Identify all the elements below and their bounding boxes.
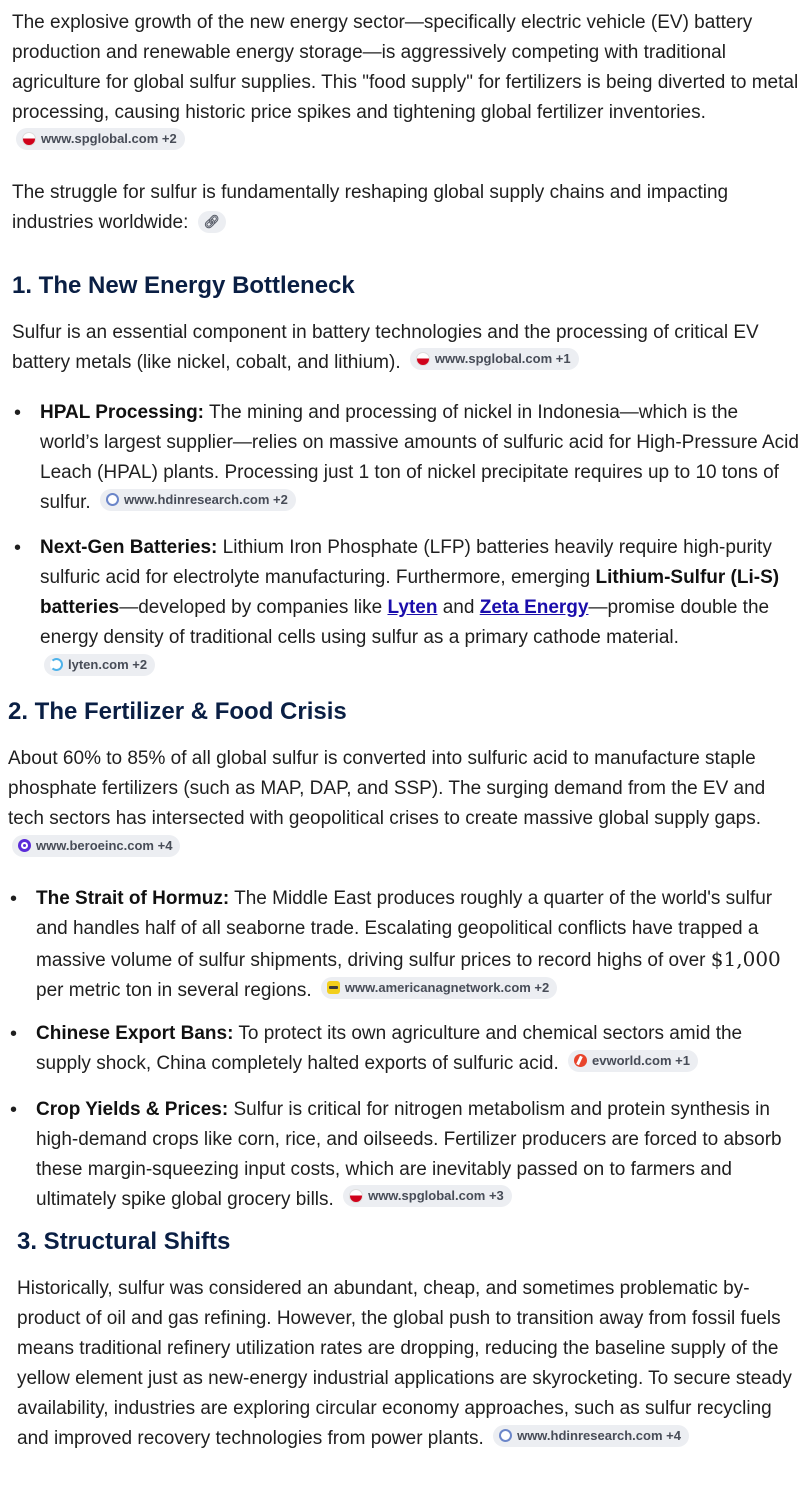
- link-chip[interactable]: [198, 211, 227, 233]
- section3-paragraph: Historically, sulfur was considered an abundant, cheap, and sometimes problematic by-product of oil and gas refining. However, the global push to transition away from fossil fuels means traditional refinery utilization rates are dropping, reducing the baseline supply of the yellow element just as new-energy industrial applications are skyrocketing. To secure steady availability, industries are exploring circular economy approaches, such as sulfur recycling and improved recovery technologies from power plants. www.hdinresearch.com +4: [17, 1278, 792, 1449]
- source-chip-lyten[interactable]: lyten.com +2: [44, 654, 155, 676]
- spglobal-favicon-icon: [349, 1189, 363, 1203]
- source-chip-evworld[interactable]: evworld.com +1: [568, 1050, 698, 1072]
- source-chip-spglobal[interactable]: www.spglobal.com +1: [410, 348, 579, 370]
- section1-intro: Sulfur is an essential component in battery technologies and the processing of critical EV battery metals (like nickel, cobalt, and lithium). www.spglobal.com +1: [12, 322, 759, 373]
- spglobal-favicon-icon: [22, 132, 36, 146]
- list-item-hpal: • HPAL Processing: The mining and processing of nickel in Indonesia—which is the world’s largest supplier—relies on massive amounts of sulfuric acid for High-Pressure Acid Leach (HPAL) plants. Processing just 1 ton of nickel precipitate requires up to 10 tons of sulfur. www.hdinresearch.com +2: [40, 398, 800, 518]
- list-item-crop-yields: • Crop Yields & Prices: Sulfur is critical for nitrogen metabolism and protein synthesis in high-demand crops like corn, rice, and oilseeds. Fertilizer producers are forced to absorb these margin-squeezing input costs, which are inevitably passed on to farmers and ultimately spike global grocery bills. www.spglobal.com +3: [36, 1095, 798, 1215]
- spglobal-favicon-icon: [416, 352, 430, 366]
- source-chip-spglobal[interactable]: www.spglobal.com +2: [16, 128, 185, 150]
- hdinresearch-favicon-icon: [106, 493, 119, 506]
- list-item-chinese-export-bans: • Chinese Export Bans: To protect its own agriculture and chemical sectors amid the supply shock, China completely halted exports of sulfuric acid. evworld.com +1: [36, 1019, 798, 1079]
- list-item-next-gen-batteries: • Next-Gen Batteries: Lithium Iron Phosphate (LFP) batteries heavily require high-purity sulfuric acid for electrolyte manufacturing. Furthermore, emerging Lithium-Sulfur (Li-S) batteries—developed by companies like Lyten and Zeta Energy—promise double the energy density of traditional cells using sulfur as a primary cathode material. lyten.com +2: [40, 533, 790, 683]
- zeta-energy-link[interactable]: Zeta Energy: [479, 597, 589, 618]
- source-chip-beroeinc[interactable]: www.beroeinc.com +4: [12, 835, 180, 857]
- section1-list-2: [40, 533, 790, 683]
- section2-intro: About 60% to 85% of all global sulfur is converted into sulfuric acid to manufacture staple phosphate fertilizers (such as MAP, DAP, and SSP). The surging demand from the EV and tech sectors has intersected with geopolitical crises to create massive global supply gaps. www.beroeinc.com +4: [8, 744, 796, 864]
- intro-paragraph: The explosive growth of the new energy sector—specifically electric vehicle (EV) battery production and renewable energy storage—is aggressively competing with traditional agriculture for global sulfur supplies. This "food supply" for fertilizers is being diverted to metal processing, causing historic price spikes and tightening global fertilizer inventories. www.spglobal.com +2: [12, 8, 800, 158]
- section2-list: [36, 884, 798, 1006]
- lyten-link[interactable]: Lyten: [387, 597, 438, 618]
- link-icon: 🔗︎: [203, 214, 221, 229]
- intro-paragraph-2: The struggle for sulfur is fundamentally reshaping global supply chains and impacting industries worldwide: 🔗︎: [12, 182, 729, 233]
- section-heading-fertilizer-crisis: 2. The Fertilizer & Food Crisis: [8, 698, 347, 725]
- section-heading-energy-bottleneck: 1. The New Energy Bottleneck: [12, 272, 355, 299]
- source-chip-hdinresearch[interactable]: www.hdinresearch.com +4: [493, 1425, 689, 1447]
- section-heading-structural-shifts: 3. Structural Shifts: [17, 1228, 231, 1255]
- source-chip-hdinresearch[interactable]: www.hdinresearch.com +2: [100, 489, 296, 511]
- section2-list-3: [36, 1095, 798, 1215]
- beroeinc-favicon-icon: [18, 839, 31, 852]
- hdinresearch-favicon-icon: [499, 1429, 512, 1442]
- lyten-favicon-icon: [50, 658, 63, 671]
- section2-list-2: [36, 1019, 798, 1079]
- source-chip-spglobal[interactable]: www.spglobal.com +3: [343, 1185, 512, 1207]
- evworld-favicon-icon: [574, 1054, 587, 1067]
- list-item-strait-of-hormuz: • The Strait of Hormuz: The Middle East produces roughly a quarter of the world's sulfur and handles half of all seaborne trade. Escalating geopolitical conflicts have trapped a massive volume of sulfur shipments, driving sulfur prices to record highs of over $1,000 per metric ton in several regions. www.americanagnetwork.com +2: [36, 884, 798, 1006]
- americanagnetwork-favicon-icon: [327, 981, 340, 994]
- source-chip-americanagnetwork[interactable]: www.americanagnetwork.com +2: [321, 977, 557, 999]
- section1-list: [40, 398, 800, 518]
